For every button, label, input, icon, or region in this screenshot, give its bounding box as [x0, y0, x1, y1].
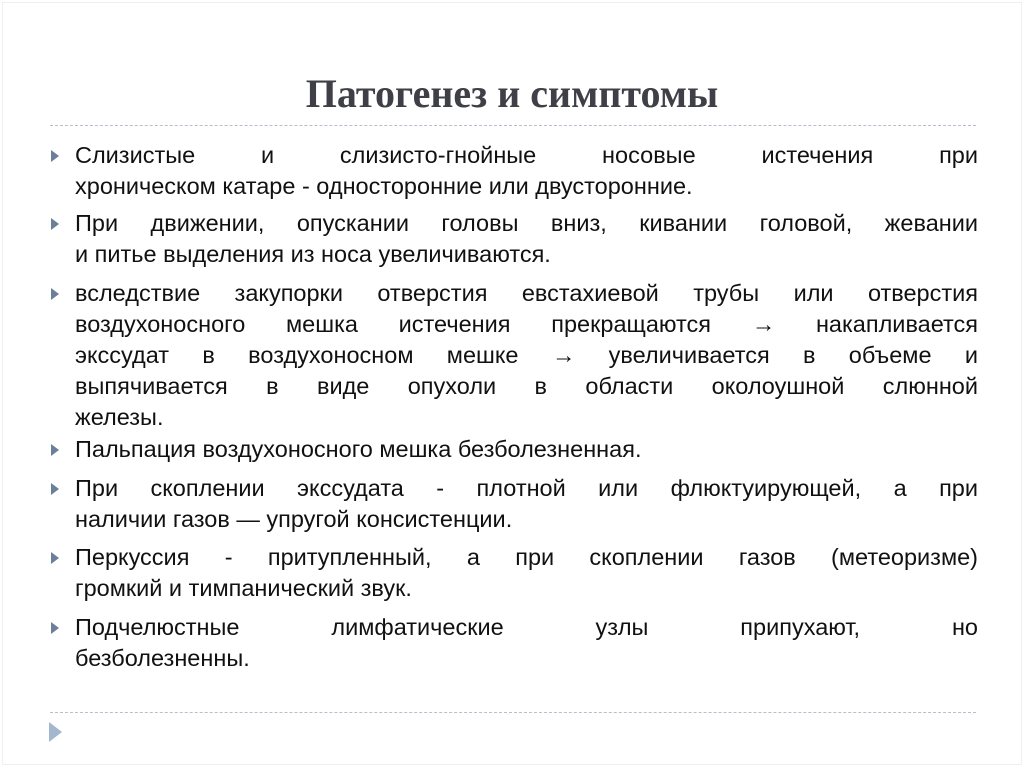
bullet-text-line: вследствие закупорки отверстия евстахиевой трубы или отверстия [75, 280, 978, 306]
bullet-text-line: При скоплении экссудата - плотной или флюктуирующей, а при [75, 475, 978, 501]
bullet-text-line: и питье выделения из носа увеличиваются. [75, 241, 551, 267]
bullet-text-line: безболезненны. [75, 645, 250, 671]
bullet-item [75, 434, 978, 465]
bullet-text-line: наличии газов — упругой консистенции. [75, 506, 513, 532]
bullet-arrow-icon [51, 552, 59, 564]
bullet-arrow-icon [51, 288, 59, 300]
bullet-text-line: Пальпация воздухоносного мешка безболезненная. [75, 436, 642, 462]
bullet-text-line: воздухоносного мешка истечения прекращаются → накапливается [75, 311, 978, 337]
bullet-text-line: экссудат в воздухоносном мешке → увеличивается в объеме и [75, 342, 978, 368]
title-divider [50, 125, 976, 126]
bullet-text-line: выпячивается в виде опухоли в области околоушной слюнной [75, 373, 978, 399]
footer-divider [50, 712, 976, 713]
bullet-text-line: При движении, опускании головы вниз, кивании головой, жевании [75, 210, 978, 236]
bullet-arrow-icon [51, 622, 59, 634]
bullet-item [75, 473, 978, 535]
slide-title: Патогенез и симптомы [305, 71, 719, 116]
bullet-item [75, 140, 978, 202]
bullet-text-line: Подчелюстные лимфатические узлы припухают, но [75, 614, 978, 640]
bullet-text-line: Перкуссия - притупленный, а при скоплении газов (метеоризме) [75, 544, 978, 570]
bullet-item [75, 208, 978, 270]
footer-triangle-icon [49, 722, 62, 742]
bullet-text-line: Слизистые и слизисто-гнойные носовые истечения при [75, 142, 978, 168]
bullet-text-line: железы. [75, 404, 164, 430]
bullet-item [75, 278, 978, 433]
bullet-item [75, 612, 978, 674]
bullet-arrow-icon [51, 150, 59, 162]
bullet-text-line: хроническом катаре - односторонние или двусторонние. [75, 173, 693, 199]
bullet-arrow-icon [51, 483, 59, 495]
bullet-item [75, 542, 978, 604]
bullet-text-line: громкий и тимпанический звук. [75, 575, 412, 601]
bullet-arrow-icon [51, 444, 59, 456]
bullet-arrow-icon [51, 218, 59, 230]
